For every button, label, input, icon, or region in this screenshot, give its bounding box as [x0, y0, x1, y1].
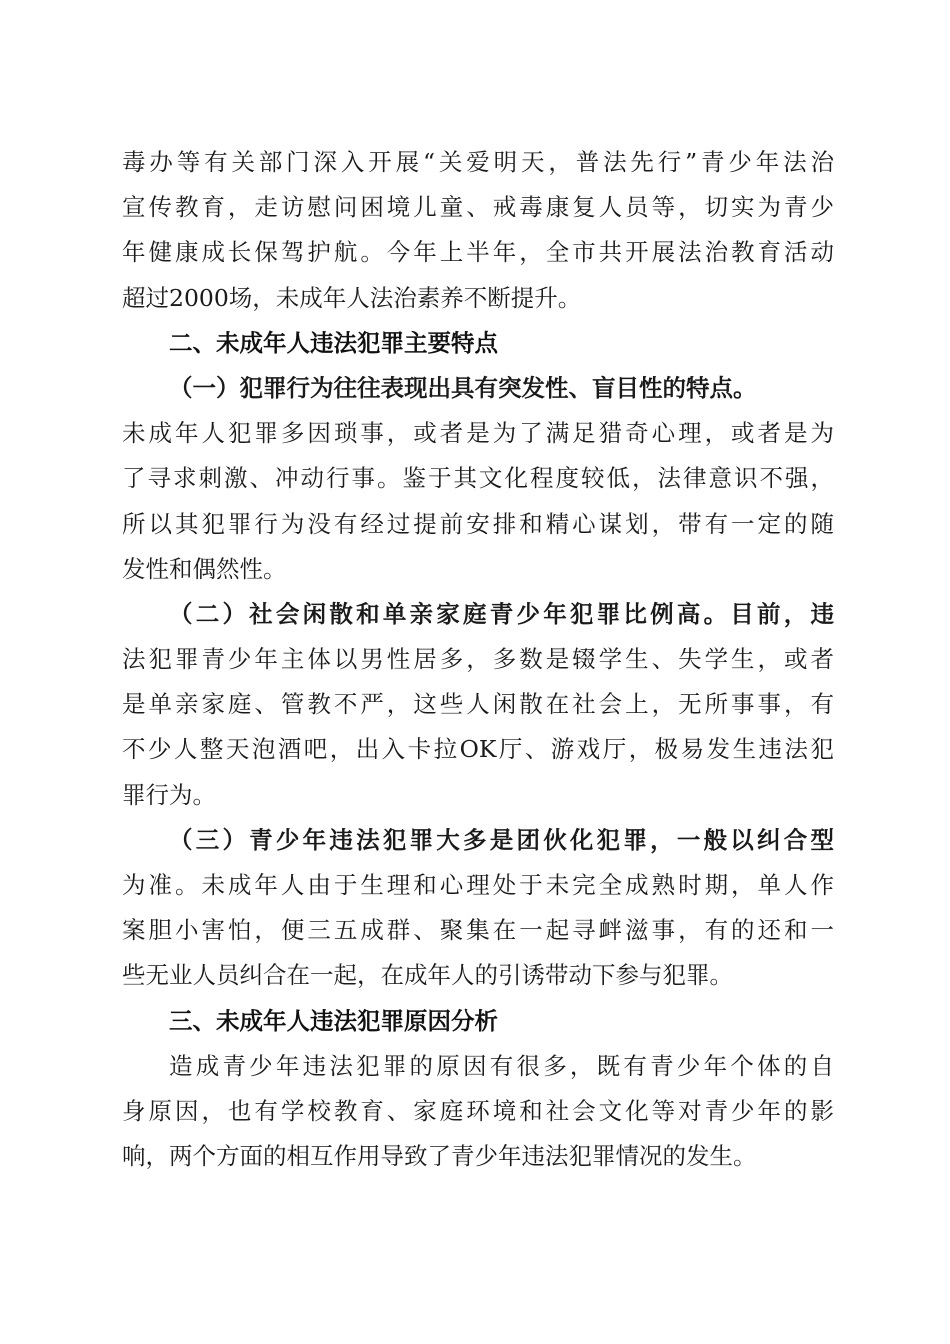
paragraph-line: 为准。未成年人由于生理和心理处于未完全成熟时期，单人作: [122, 871, 834, 899]
paragraph-line: 未成年人犯罪多因琐事，或者是为了满足猎奇心理，或者是为: [122, 419, 834, 448]
subsection-heading-2: （二）社会闲散和单亲家庭青少年犯罪比例高。目前，违: [169, 599, 834, 628]
subsection-heading-1: （一）犯罪行为往往表现出具有突发性、盲目性的特点。: [169, 373, 757, 402]
subsection-heading-3: （三）青少年违法犯罪大多是团伙化犯罪，一般以纠合型: [169, 825, 834, 854]
paragraph-line: 发性和偶然性。: [122, 554, 287, 583]
paragraph-line: 宣传教育，走访慰问困境儿童、戒毒康复人员等，切实为青少: [122, 193, 834, 222]
paragraph-line: 超过2000场，未成年人法治素养不断提升。: [122, 283, 582, 312]
paragraph-line: 罪行为。: [122, 780, 216, 809]
paragraph-line: 不少人整天泡酒吧，出入卡拉OK厅、游戏厅，极易发生违法犯: [122, 735, 834, 764]
paragraph-line: 法犯罪青少年主体以男性居多，多数是辍学生、失学生，或者: [122, 645, 834, 674]
paragraph-line: 响，两个方面的相互作用导致了青少年违法犯罪情况的发生。: [122, 1142, 757, 1171]
paragraph-line: 造成青少年违法犯罪的原因有很多，既有青少年个体的自: [169, 1051, 834, 1080]
section-heading-2: 二、未成年人违法犯罪主要特点: [169, 328, 498, 357]
paragraph-line: 所以其犯罪行为没有经过提前安排和精心谋划，带有一定的随: [122, 509, 834, 538]
document-body: [122, 140, 834, 1179]
section-heading-3: 三、未成年人违法犯罪原因分析: [169, 1006, 498, 1035]
paragraph-line: 是单亲家庭、管教不严，这些人闲散在社会上，无所事事，有: [122, 690, 834, 719]
paragraph-line: 身原因，也有学校教育、家庭环境和社会文化等对青少年的影: [122, 1096, 834, 1125]
paragraph-line: 毒办等有关部门深入开展“关爱明天，普法先行”青少年法治: [122, 148, 834, 176]
paragraph-line: 些无业人员纠合在一起，在成年人的引诱带动下参与犯罪。: [122, 961, 733, 990]
paragraph-line: 了寻求刺激、冲动行事。鉴于其文化程度较低，法律意识不强，: [122, 464, 834, 493]
paragraph-line: 年健康成长保驾护航。今年上半年，全市共开展法治教育活动: [122, 238, 834, 267]
paragraph-line: 案胆小害怕，便三五成群、聚集在一起寻衅滋事，有的还和一: [122, 916, 834, 945]
